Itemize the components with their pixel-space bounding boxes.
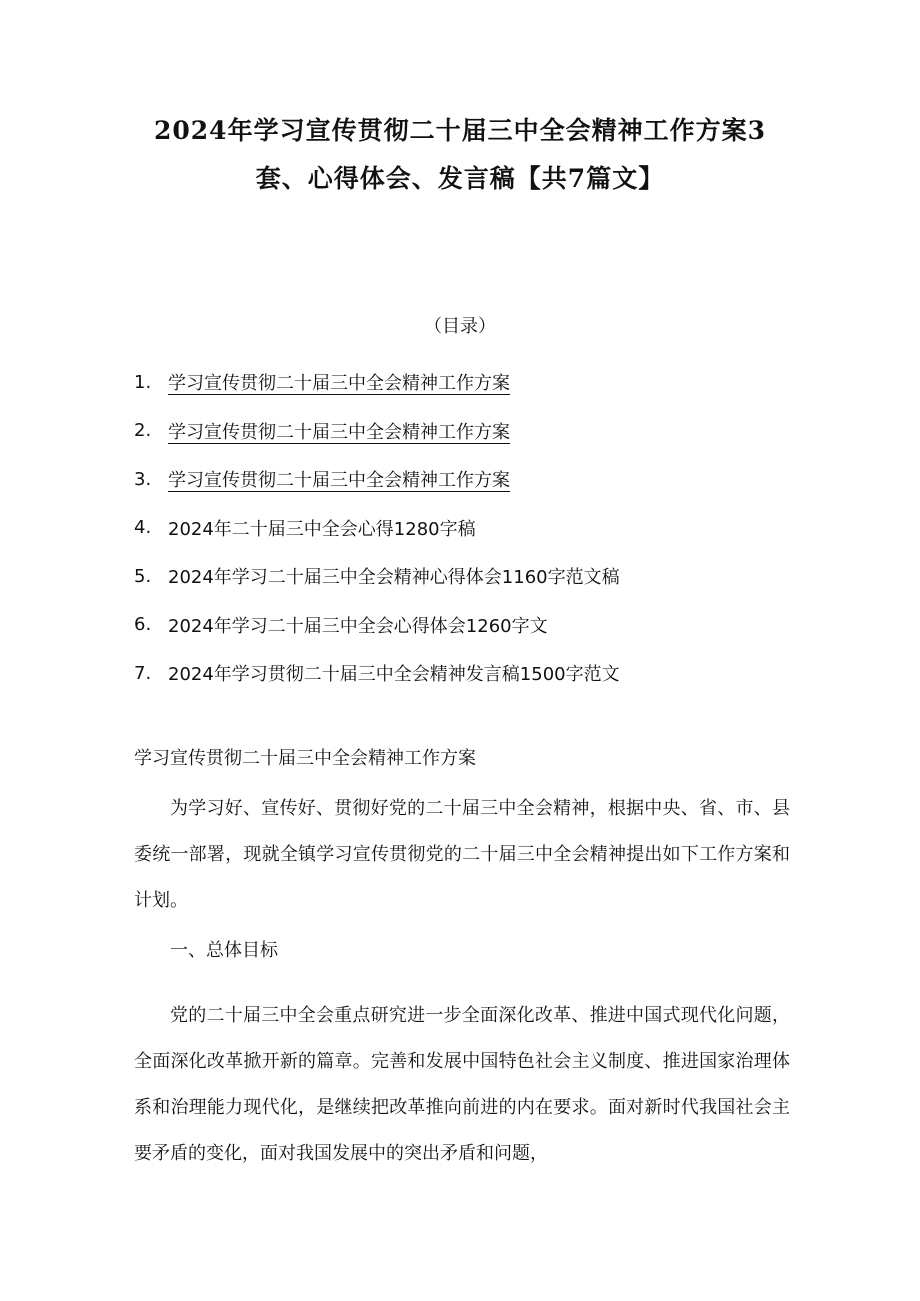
toc-item-link[interactable]: 学习宣传贯彻二十届三中全会精神工作方案: [168, 373, 510, 395]
document-title-line-2: 套、心得体会、发言稿【共7篇文】: [255, 164, 665, 193]
toc-item-text: 2024年学习二十届三中全会精神心得体会1160字范文稿: [168, 567, 620, 589]
toc-item: [134, 552, 834, 601]
toc-item[interactable]: [134, 358, 834, 407]
toc-item-number: 7.: [134, 662, 152, 684]
toc-item: [134, 601, 834, 650]
toc-heading: （目录）: [424, 316, 496, 337]
toc-item-number: 1.: [134, 371, 152, 393]
body-paragraph: 为学习好、宣传好、贯彻好党的二十届三中全会精神，根据中央、省、市、县委统一部署，现就全镇学习宣传贯彻党的二十届三中全会精神提出如下工作方案和计划。: [134, 798, 790, 911]
toc-item-text: 2024年学习贯彻二十届三中全会精神发言稿1500字范文: [168, 664, 620, 686]
section-title: 学习宣传贯彻二十届三中全会精神工作方案: [134, 748, 476, 769]
toc-item-text: 2024年二十届三中全会心得1280字稿: [168, 518, 476, 540]
toc-item-link[interactable]: 学习宣传贯彻二十届三中全会精神工作方案: [168, 421, 510, 443]
body-paragraph: 党的二十届三中全会重点研究进一步全面深化改革、推进中国式现代化问题，全面深化改革掀开新的篇章。完善和发展中国特色社会主义制度、推进国家治理体系和治理能力现代化，是继续把改革推向前进的内在要求。面对新时代我国社会主要矛盾的变化，面对我国发展中的突出矛盾和问题，: [134, 1005, 790, 1164]
document-title-line-1: 2024年学习宣传贯彻二十届三中全会精神工作方案3: [154, 116, 766, 145]
toc-item: [134, 504, 834, 553]
toc-item-number: 6.: [134, 614, 152, 636]
toc-item[interactable]: [134, 407, 834, 456]
toc-item-number: 4.: [134, 517, 152, 539]
table-of-contents: [134, 358, 834, 698]
toc-item[interactable]: [134, 455, 834, 504]
toc-item-number: 5.: [134, 565, 152, 587]
toc-item-link[interactable]: 学习宣传贯彻二十届三中全会精神工作方案: [168, 470, 510, 492]
toc-item-number: 3.: [134, 468, 152, 490]
toc-item: [134, 649, 834, 698]
toc-item-text: 2024年学习二十届三中全会心得体会1260字文: [168, 615, 548, 637]
toc-item-number: 2.: [134, 420, 152, 442]
subsection-heading: 一、总体目标: [170, 940, 278, 961]
